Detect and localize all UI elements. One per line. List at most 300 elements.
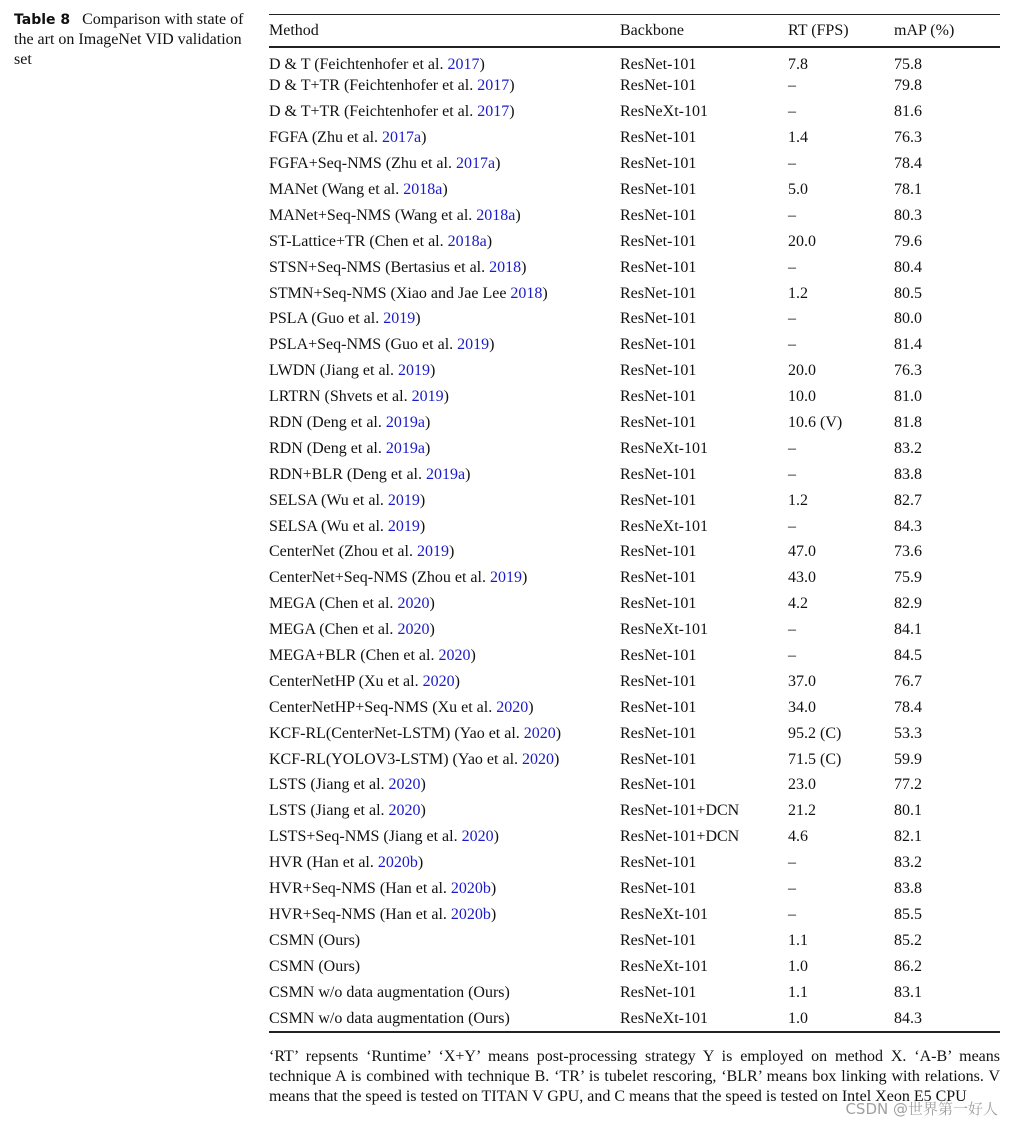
citation-authors: (Wu et al. <box>321 517 388 535</box>
rt-cell: 43.0 <box>788 569 816 587</box>
method-name: RDN+BLR <box>269 465 343 483</box>
rt-cell: – <box>788 647 796 665</box>
header-method: Method <box>269 21 319 39</box>
method-cell <box>269 695 620 721</box>
table-row <box>269 48 1000 74</box>
citation-close: ) <box>443 388 449 406</box>
table-row <box>269 488 1000 514</box>
citation-year-link[interactable]: 2020 <box>496 698 529 716</box>
rt-cell: – <box>788 336 796 354</box>
citation-close: ) <box>509 103 515 121</box>
citation-close: ) <box>554 750 560 768</box>
backbone-cell: ResNet-101 <box>620 983 697 1001</box>
citation-close: ) <box>521 569 528 587</box>
rt-cell: 1.0 <box>788 1009 808 1027</box>
table-row <box>269 99 1000 125</box>
rt-cell: 1.1 <box>788 931 808 949</box>
method-name: HVR <box>269 854 303 872</box>
method-name: LRTRN <box>269 388 321 406</box>
caption-text: Comparison with state of the art on ImageNet VID validation set <box>14 11 244 68</box>
method-cell <box>269 591 620 617</box>
map-cell: 77.2 <box>894 776 922 794</box>
rt-cell: 4.2 <box>788 595 808 613</box>
citation-authors: (Yao et al. <box>452 750 523 768</box>
method-name: CenterNetHP <box>269 672 355 690</box>
table-row <box>269 747 1000 773</box>
method-name: CenterNet <box>269 543 335 561</box>
method-name: KCF-RL(YOLOV3-LSTM) <box>269 750 449 768</box>
method-cell <box>269 151 620 177</box>
table-body <box>269 48 1000 1032</box>
citation-year-link[interactable]: 2019 <box>387 491 420 509</box>
table-row <box>269 954 1000 980</box>
method-name: SELSA <box>269 491 318 509</box>
citation-close: ) <box>509 77 515 95</box>
citation-authors: (Wang et al. <box>394 206 477 224</box>
citation-year-link[interactable]: 2020 <box>388 802 421 820</box>
rt-cell: 1.0 <box>788 957 808 975</box>
map-cell: 76.3 <box>894 362 922 380</box>
map-cell: 80.4 <box>894 258 922 276</box>
citation-year-link[interactable]: 2017 <box>477 77 510 95</box>
map-cell: 84.1 <box>894 621 922 639</box>
citation-year-link[interactable]: 2020b <box>377 854 418 872</box>
citation-year-link[interactable]: 2020 <box>438 647 471 665</box>
citation-close: ) <box>419 491 426 509</box>
backbone-cell: ResNeXt-101 <box>620 517 708 535</box>
rt-cell: 4.6 <box>788 828 808 846</box>
map-cell: 85.2 <box>894 931 922 949</box>
watermark: CSDN @世界第一好人 <box>845 1100 998 1118</box>
rt-cell: – <box>788 465 796 483</box>
table-row <box>269 410 1000 436</box>
method-cell <box>269 928 620 954</box>
map-cell: 75.8 <box>894 55 922 73</box>
method-name: LSTS+Seq-NMS <box>269 828 380 846</box>
citation-authors: (Han et al. <box>306 854 378 872</box>
table-row <box>269 850 1000 876</box>
table-row <box>269 177 1000 203</box>
rt-cell: 47.0 <box>788 543 816 561</box>
citation-year-link[interactable]: 2019a <box>426 465 466 483</box>
table-row <box>269 151 1000 177</box>
rt-cell: 37.0 <box>788 672 816 690</box>
table-bottom-rule <box>269 1031 1000 1033</box>
citation-year-link[interactable]: 2018a <box>447 232 487 250</box>
citation-year-link[interactable]: 2019 <box>383 310 416 328</box>
method-name: HVR+Seq-NMS <box>269 880 376 898</box>
citation-authors: (Zhu et al. <box>385 155 456 173</box>
rt-cell: 23.0 <box>788 776 816 794</box>
method-name: MEGA <box>269 621 316 639</box>
rt-cell: 5.0 <box>788 181 808 198</box>
method-cell <box>269 125 620 151</box>
method-name: CSMN (Ours) <box>269 931 361 949</box>
citation-close: ) <box>470 647 476 665</box>
method-cell <box>269 876 620 902</box>
citation-close: ) <box>448 543 455 561</box>
citation-year-link[interactable]: 2019 <box>457 336 490 354</box>
backbone-cell: ResNet-101 <box>620 491 697 509</box>
citation-year-link[interactable]: 2019 <box>416 543 449 561</box>
map-cell: 83.2 <box>894 439 922 457</box>
citation-close: ) <box>490 905 497 923</box>
method-name: CSMN w/o data augmentation (Ours) <box>269 983 510 1001</box>
table-label: Table 8 <box>14 12 71 28</box>
table-row <box>269 643 1000 669</box>
backbone-cell: ResNet-101 <box>620 854 697 872</box>
citation-authors: (Han et al. <box>379 905 451 923</box>
map-cell: 84.3 <box>894 517 922 535</box>
method-name: MEGA <box>269 595 316 613</box>
citation-year-link[interactable]: 2017 <box>447 55 480 73</box>
citation-close: ) <box>424 414 431 432</box>
table-row <box>269 307 1000 333</box>
rt-cell: 1.4 <box>788 129 808 147</box>
rt-cell: – <box>788 310 796 328</box>
citation-authors: (Deng et al. <box>346 465 426 483</box>
method-cell <box>269 980 620 1006</box>
citation-close: ) <box>493 828 499 846</box>
citation-year-link[interactable]: 2018 <box>510 284 543 302</box>
table-row <box>269 514 1000 540</box>
method-name: STMN+Seq-NMS <box>269 284 387 302</box>
method-cell <box>269 565 620 591</box>
map-cell: 80.5 <box>894 284 922 302</box>
table-row <box>269 876 1000 902</box>
citation-year-link[interactable]: 2020 <box>522 750 555 768</box>
citation-year-link[interactable]: 2018 <box>489 258 522 276</box>
citation-authors: (Chen et al. <box>369 232 448 250</box>
rt-cell: 1.1 <box>788 983 808 1001</box>
citation-close: ) <box>415 310 421 328</box>
citation-authors: (Han et al. <box>379 880 451 898</box>
method-name: PSLA <box>269 310 308 328</box>
method-name: KCF-RL(CenterNet-LSTM) <box>269 724 451 742</box>
citation-authors: (Guo et al. <box>385 336 458 354</box>
backbone-cell: ResNeXt-101 <box>620 905 708 923</box>
backbone-cell: ResNet-101 <box>620 388 697 406</box>
rt-cell: – <box>788 206 796 224</box>
citation-year-link[interactable]: 2020b <box>450 880 491 898</box>
map-cell: 86.2 <box>894 957 922 975</box>
citation-year-link[interactable]: 2020 <box>523 724 556 742</box>
citation-close: ) <box>542 284 548 302</box>
rt-cell: – <box>788 854 796 872</box>
method-cell <box>269 721 620 747</box>
table-row <box>269 798 1000 824</box>
map-cell: 83.1 <box>894 983 922 1001</box>
citation-close: ) <box>495 155 501 173</box>
table-row <box>269 436 1000 462</box>
map-cell: 76.3 <box>894 129 922 147</box>
citation-authors: (Jiang et al. <box>310 776 389 794</box>
map-cell: 84.5 <box>894 647 922 665</box>
rt-cell: – <box>788 103 796 121</box>
table-row <box>269 902 1000 928</box>
rt-cell: 10.6 (V) <box>788 414 843 432</box>
backbone-cell: ResNet-101 <box>620 543 697 561</box>
citation-year-link[interactable]: 2019 <box>411 388 444 406</box>
backbone-cell: ResNet-101+DCN <box>620 802 740 820</box>
method-name: RDN <box>269 439 303 457</box>
rt-cell: – <box>788 77 796 95</box>
map-cell: 83.8 <box>894 880 922 898</box>
rt-cell: 7.8 <box>788 55 808 73</box>
comparison-table <box>269 14 1000 1033</box>
backbone-cell: ResNet-101 <box>620 647 697 665</box>
backbone-cell: ResNet-101 <box>620 336 697 354</box>
method-cell <box>269 514 620 540</box>
method-cell <box>269 281 620 307</box>
citation-year-link[interactable]: 2019a <box>385 414 425 432</box>
method-name: MEGA+BLR <box>269 647 357 665</box>
backbone-cell: ResNet-101 <box>620 55 697 73</box>
citation-close: ) <box>417 854 424 872</box>
method-cell <box>269 99 620 125</box>
map-cell: 53.3 <box>894 724 922 742</box>
rt-cell: 34.0 <box>788 698 816 716</box>
table-footnote: ‘RT’ repsents ‘Runtime’ ‘X+Y’ means post-processing strategy Y is employed on method X. ‘A-B’ means technique A is combined with technique B. ‘TR’ is tubelet rescoring, ‘BLR’ means box linking with relations. V means that the speed is tested on TITAN V GPU, and C means that the speed is tested on Intel Xeon E5 CPU <box>269 1048 1000 1105</box>
citation-authors: (Feichtenhofer et al. <box>343 77 478 95</box>
backbone-cell: ResNet-101 <box>620 931 697 949</box>
citation-year-link[interactable]: 2017a <box>455 155 496 173</box>
citation-close: ) <box>486 232 493 250</box>
method-name: PSLA+Seq-NMS <box>269 336 382 354</box>
citation-authors: (Xu et al. <box>432 698 497 716</box>
map-cell: 81.8 <box>894 414 922 432</box>
map-cell: 78.4 <box>894 155 922 173</box>
backbone-cell: ResNet-101 <box>620 310 697 328</box>
table-row <box>269 125 1000 151</box>
citation-year-link[interactable]: 2019a <box>385 439 425 457</box>
citation-authors: (Zhou et al. <box>338 543 417 561</box>
map-cell: 73.6 <box>894 543 922 561</box>
table-row <box>269 980 1000 1006</box>
citation-year-link[interactable]: 2018a <box>403 181 443 198</box>
method-name: STSN+Seq-NMS <box>269 258 382 276</box>
backbone-cell: ResNet-101 <box>620 414 697 432</box>
citation-authors: (Zhou et al. <box>411 569 490 587</box>
table-row <box>269 358 1000 384</box>
backbone-cell: ResNet-101 <box>620 362 697 380</box>
method-cell <box>269 747 620 773</box>
citation-close: ) <box>521 258 527 276</box>
citation-authors: (Deng et al. <box>306 414 386 432</box>
citation-close: ) <box>429 595 435 613</box>
map-cell: 78.4 <box>894 698 922 716</box>
backbone-cell: ResNeXt-101 <box>620 957 708 975</box>
citation-year-link[interactable]: 2019 <box>387 517 420 535</box>
backbone-cell: ResNeXt-101 <box>620 621 708 639</box>
rt-cell: 20.0 <box>788 362 816 380</box>
table-row <box>269 695 1000 721</box>
rt-cell: 20.0 <box>788 232 816 250</box>
citation-year-link[interactable]: 2017 <box>477 103 510 121</box>
citation-authors: (Guo et al. <box>311 310 384 328</box>
table-row <box>269 565 1000 591</box>
citation-close: ) <box>490 880 497 898</box>
map-cell: 79.6 <box>894 232 922 250</box>
map-cell: 82.7 <box>894 491 922 509</box>
method-cell <box>269 669 620 695</box>
method-name: FGFA <box>269 129 308 147</box>
header-rt: RT (FPS) <box>788 21 849 39</box>
backbone-cell: ResNet-101 <box>620 206 697 224</box>
table-row <box>269 721 1000 747</box>
method-cell <box>269 358 620 384</box>
citation-close: ) <box>424 439 431 457</box>
backbone-cell: ResNet-101 <box>620 776 697 794</box>
citation-close: ) <box>442 181 448 198</box>
method-name: MANet <box>269 181 318 198</box>
map-cell: 78.1 <box>894 181 922 198</box>
citation-year-link[interactable]: 2019 <box>398 362 430 380</box>
rt-cell: – <box>788 880 796 898</box>
map-cell: 82.9 <box>894 595 922 613</box>
backbone-cell: ResNet-101 <box>620 698 697 716</box>
map-cell: 81.4 <box>894 336 922 354</box>
citation-authors: (Feichtenhofer et al. <box>314 55 448 73</box>
header-backbone: Backbone <box>620 21 684 39</box>
header-map: mAP (%) <box>894 21 955 39</box>
table-caption <box>14 10 244 70</box>
map-cell: 84.3 <box>894 1009 922 1027</box>
method-cell <box>269 332 620 358</box>
backbone-cell: ResNet-101+DCN <box>620 828 740 846</box>
backbone-cell: ResNet-101 <box>620 258 697 276</box>
map-cell: 85.5 <box>894 905 922 923</box>
map-cell: 59.9 <box>894 750 922 768</box>
table-row <box>269 1006 1000 1032</box>
method-cell <box>269 229 620 255</box>
map-cell: 81.0 <box>894 388 922 406</box>
map-cell: 80.3 <box>894 206 922 224</box>
backbone-cell: ResNet-101 <box>620 750 697 768</box>
method-cell <box>269 307 620 333</box>
map-cell: 83.8 <box>894 465 922 483</box>
citation-year-link[interactable]: 2018a <box>476 206 516 224</box>
method-name: MANet+Seq-NMS <box>269 206 391 224</box>
citation-year-link[interactable]: 2020b <box>450 905 491 923</box>
citation-authors: (Jiang et al. <box>383 828 462 846</box>
citation-authors: (Chen et al. <box>319 621 398 639</box>
citation-year-link[interactable]: 2020 <box>388 776 421 794</box>
citation-close: ) <box>465 465 471 483</box>
map-cell: 80.0 <box>894 310 922 328</box>
table-row <box>269 229 1000 255</box>
method-name: D & T+TR <box>269 77 340 95</box>
method-cell <box>269 462 620 488</box>
citation-close: ) <box>515 206 521 224</box>
method-name: LSTS <box>269 802 307 820</box>
citation-close: ) <box>555 724 562 742</box>
citation-year-link[interactable]: 2020 <box>397 621 430 639</box>
method-cell <box>269 643 620 669</box>
citation-authors: (Zhu et al. <box>311 129 383 147</box>
backbone-cell: ResNet-101 <box>620 724 697 742</box>
table-row <box>269 332 1000 358</box>
citation-year-link[interactable]: 2020 <box>461 828 494 846</box>
backbone-cell: ResNet-101 <box>620 181 697 198</box>
method-name: D & T+TR <box>269 103 340 121</box>
citation-close: ) <box>419 517 426 535</box>
citation-authors: (Jiang et al. <box>319 362 398 380</box>
method-cell <box>269 540 620 566</box>
citation-authors: (Deng et al. <box>306 439 386 457</box>
map-cell: 80.1 <box>894 802 922 820</box>
backbone-cell: ResNet-101 <box>620 129 697 147</box>
method-cell <box>269 798 620 824</box>
method-name: D & T <box>269 55 311 73</box>
citation-year-link[interactable]: 2019 <box>489 569 522 587</box>
backbone-cell: ResNet-101 <box>620 880 697 898</box>
backbone-cell: ResNeXt-101 <box>620 439 708 457</box>
table-row <box>269 462 1000 488</box>
method-name: ST-Lattice+TR <box>269 232 366 250</box>
map-cell: 79.8 <box>894 77 922 95</box>
method-name: SELSA <box>269 517 318 535</box>
rt-cell: 1.2 <box>788 284 808 302</box>
method-cell <box>269 255 620 281</box>
backbone-cell: ResNet-101 <box>620 77 697 95</box>
citation-authors: (Jiang et al. <box>310 802 389 820</box>
map-cell: 81.6 <box>894 103 922 121</box>
method-cell <box>269 488 620 514</box>
table-row <box>269 74 1000 100</box>
rt-cell: 71.5 (C) <box>788 750 842 768</box>
method-name: LWDN <box>269 362 316 380</box>
method-cell <box>269 410 620 436</box>
backbone-cell: ResNet-101 <box>620 569 697 587</box>
table-row <box>269 255 1000 281</box>
backbone-cell: ResNeXt-101 <box>620 103 708 121</box>
citation-authors: (Wu et al. <box>321 491 388 509</box>
table-row <box>269 591 1000 617</box>
citation-year-link[interactable]: 2020 <box>397 595 430 613</box>
citation-authors: (Bertasius et al. <box>385 258 490 276</box>
citation-close: ) <box>528 698 534 716</box>
citation-close: ) <box>429 621 435 639</box>
citation-close: ) <box>489 336 495 354</box>
map-cell: 82.1 <box>894 828 922 846</box>
method-cell <box>269 48 620 74</box>
citation-authors: (Shvets et al. <box>324 388 412 406</box>
table-row <box>269 669 1000 695</box>
citation-authors: (Xiao and Jae Lee <box>390 284 511 302</box>
method-cell <box>269 850 620 876</box>
citation-year-link[interactable]: 2017a <box>382 129 422 147</box>
method-cell <box>269 74 620 100</box>
method-cell <box>269 177 620 203</box>
citation-authors: (Feichtenhofer et al. <box>343 103 478 121</box>
method-cell <box>269 617 620 643</box>
method-cell <box>269 203 620 229</box>
citation-year-link[interactable]: 2020 <box>422 672 455 690</box>
map-cell: 76.7 <box>894 672 922 690</box>
backbone-cell: ResNet-101 <box>620 465 697 483</box>
citation-close: ) <box>479 55 485 73</box>
citation-authors: (Wang et al. <box>321 181 404 198</box>
rt-cell: 21.2 <box>788 802 816 820</box>
method-name: FGFA+Seq-NMS <box>269 155 382 173</box>
method-cell <box>269 436 620 462</box>
table-row <box>269 928 1000 954</box>
method-name: HVR+Seq-NMS <box>269 905 376 923</box>
citation-close: ) <box>454 672 460 690</box>
method-name: LSTS <box>269 776 307 794</box>
backbone-cell: ResNet-101 <box>620 672 697 690</box>
